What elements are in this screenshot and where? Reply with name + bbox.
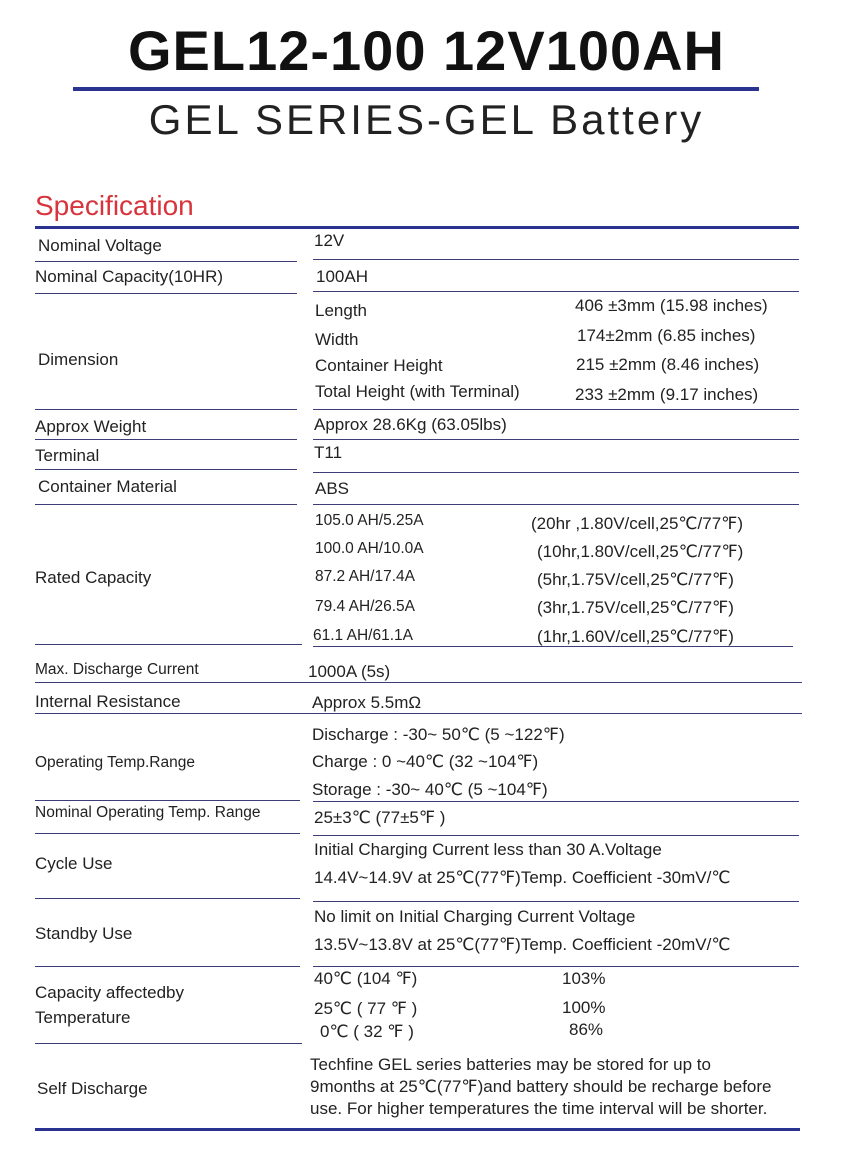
row-divider xyxy=(35,409,297,410)
dimension-value-total-height: 233 ±2mm (9.17 inches) xyxy=(575,385,759,404)
row-divider xyxy=(313,291,799,292)
rated-capacity-value: 61.1 AH/61.1A xyxy=(313,627,413,644)
row-divider xyxy=(35,800,300,801)
spec-label-dimension: Dimension xyxy=(38,350,119,369)
capacity-temp-row-temp: 25℃ ( 77 ℉ ) xyxy=(314,999,418,1018)
spec-value-max-discharge-current: 1000A (5s) xyxy=(308,662,391,681)
dimension-name-width: Width xyxy=(315,330,359,349)
row-divider xyxy=(35,504,297,505)
cycle-use-line: Initial Charging Current less than 30 A.Voltage xyxy=(314,840,662,859)
row-divider xyxy=(313,901,799,902)
spec-value-terminal: T11 xyxy=(314,443,343,462)
rated-capacity-condition: (1hr,1.60V/cell,25℃/77℉) xyxy=(537,627,734,646)
operating-temp-discharge: Discharge : -30~ 50℃ (5 ~122℉) xyxy=(312,725,565,744)
dimension-name-total-height: Total Height (with Terminal) xyxy=(315,382,520,401)
spec-label-cycle-use: Cycle Use xyxy=(35,854,113,873)
self-discharge-line: Techfine GEL series batteries may be stored for up to xyxy=(310,1055,711,1074)
operating-temp-storage: Storage : -30~ 40℃ (5 ~104℉) xyxy=(312,780,548,799)
row-divider xyxy=(35,644,302,645)
rated-capacity-condition: (3hr,1.75V/cell,25℃/77℉) xyxy=(537,598,734,617)
dimension-name-length: Length xyxy=(315,301,367,320)
capacity-temp-row-percent: 86% xyxy=(569,1020,604,1039)
spec-label-operating-temp-range: Operating Temp.Range xyxy=(35,754,195,771)
row-divider xyxy=(313,439,799,440)
spec-label-capacity-temperature-line2: Temperature xyxy=(35,1008,131,1027)
spec-value-nominal-operating-temp-range: 25±3℃ (77±5℉ ) xyxy=(314,808,446,827)
product-title: GEL12-100 12V100AH xyxy=(127,19,725,82)
dimension-value-width: 174±2mm (6.85 inches) xyxy=(577,326,756,345)
spec-label-approx-weight: Approx Weight xyxy=(35,417,147,436)
row-divider xyxy=(313,801,799,802)
self-discharge-line: 9months at 25℃(77℉)and battery should be recharge before xyxy=(310,1077,772,1096)
rated-capacity-value: 105.0 AH/5.25A xyxy=(315,512,424,529)
row-divider xyxy=(35,293,297,294)
standby-use-line: No limit on Initial Charging Current Voltage xyxy=(314,907,636,926)
spec-label-max-discharge-current: Max. Discharge Current xyxy=(35,661,199,678)
spec-label-rated-capacity: Rated Capacity xyxy=(35,568,152,587)
spec-label-nominal-operating-temp-range: Nominal Operating Temp. Range xyxy=(35,804,261,821)
spec-value-nominal-capacity: 100AH xyxy=(316,267,368,286)
rated-capacity-value: 87.2 AH/17.4A xyxy=(315,568,415,585)
spec-value-internal-resistance: Approx 5.5mΩ xyxy=(312,693,422,712)
row-divider xyxy=(35,833,300,834)
dimension-name-container-height: Container Height xyxy=(315,356,443,375)
row-divider xyxy=(35,713,802,714)
rated-capacity-value: 100.0 AH/10.0A xyxy=(315,540,424,557)
row-divider xyxy=(35,1043,302,1044)
row-divider xyxy=(35,469,297,470)
dimension-value-container-height: 215 ±2mm (8.46 inches) xyxy=(576,355,760,374)
rated-capacity-condition: (20hr ,1.80V/cell,25℃/77℉) xyxy=(531,514,743,533)
spec-value-approx-weight: Approx 28.6Kg (63.05lbs) xyxy=(314,415,507,434)
spec-label-self-discharge: Self Discharge xyxy=(37,1079,148,1098)
row-divider xyxy=(35,261,297,262)
capacity-temp-row-percent: 100% xyxy=(562,998,606,1017)
spec-label-internal-resistance: Internal Resistance xyxy=(35,692,181,711)
spec-label-terminal: Terminal xyxy=(35,446,100,465)
dimension-value-length: 406 ±3mm (15.98 inches) xyxy=(575,296,768,315)
row-divider xyxy=(35,898,300,899)
row-divider xyxy=(313,504,799,505)
row-divider xyxy=(313,472,799,473)
cycle-use-line: 14.4V~14.9V at 25℃(77℉)Temp. Coefficient -30mV/℃ xyxy=(314,868,731,887)
row-divider xyxy=(35,439,297,440)
row-divider xyxy=(313,259,799,260)
table-top-rule xyxy=(35,226,799,229)
spec-label-standby-use: Standby Use xyxy=(35,924,133,943)
table-bottom-rule xyxy=(35,1128,800,1131)
capacity-temp-row-temp: 0℃ ( 32 ℉ ) xyxy=(320,1022,414,1041)
standby-use-line: 13.5V~13.8V at 25℃(77℉)Temp. Coefficient -20mV/℃ xyxy=(314,935,731,954)
spec-label-capacity-temperature-line1: Capacity affectedby xyxy=(35,983,184,1002)
row-divider xyxy=(35,966,300,967)
row-divider xyxy=(313,409,799,410)
row-divider xyxy=(313,966,799,967)
rated-capacity-value: 79.4 AH/26.5A xyxy=(315,598,415,615)
spec-value-container-material: ABS xyxy=(315,479,350,498)
spec-value-nominal-voltage: 12V xyxy=(314,231,345,250)
product-subtitle: GEL SERIES-GEL Battery xyxy=(148,96,705,143)
spec-label-container-material: Container Material xyxy=(38,477,177,496)
capacity-temp-row-percent: 103% xyxy=(562,969,606,988)
row-divider xyxy=(35,682,802,683)
operating-temp-charge: Charge : 0 ~40℃ (32 ~104℉) xyxy=(312,752,539,771)
spec-label-nominal-capacity: Nominal Capacity(10HR) xyxy=(35,267,224,286)
spec-label-nominal-voltage: Nominal Voltage xyxy=(38,236,162,255)
rated-capacity-condition: (10hr,1.80V/cell,25℃/77℉) xyxy=(537,542,744,561)
row-divider xyxy=(313,646,793,647)
capacity-temp-row-temp: 40℃ (104 ℉) xyxy=(314,969,418,988)
title-underline xyxy=(73,87,759,91)
section-heading: Specification xyxy=(35,190,194,221)
rated-capacity-condition: (5hr,1.75V/cell,25℃/77℉) xyxy=(537,570,734,589)
row-divider xyxy=(313,835,799,836)
self-discharge-line: use. For higher temperatures the time interval will be shorter. xyxy=(310,1099,768,1118)
